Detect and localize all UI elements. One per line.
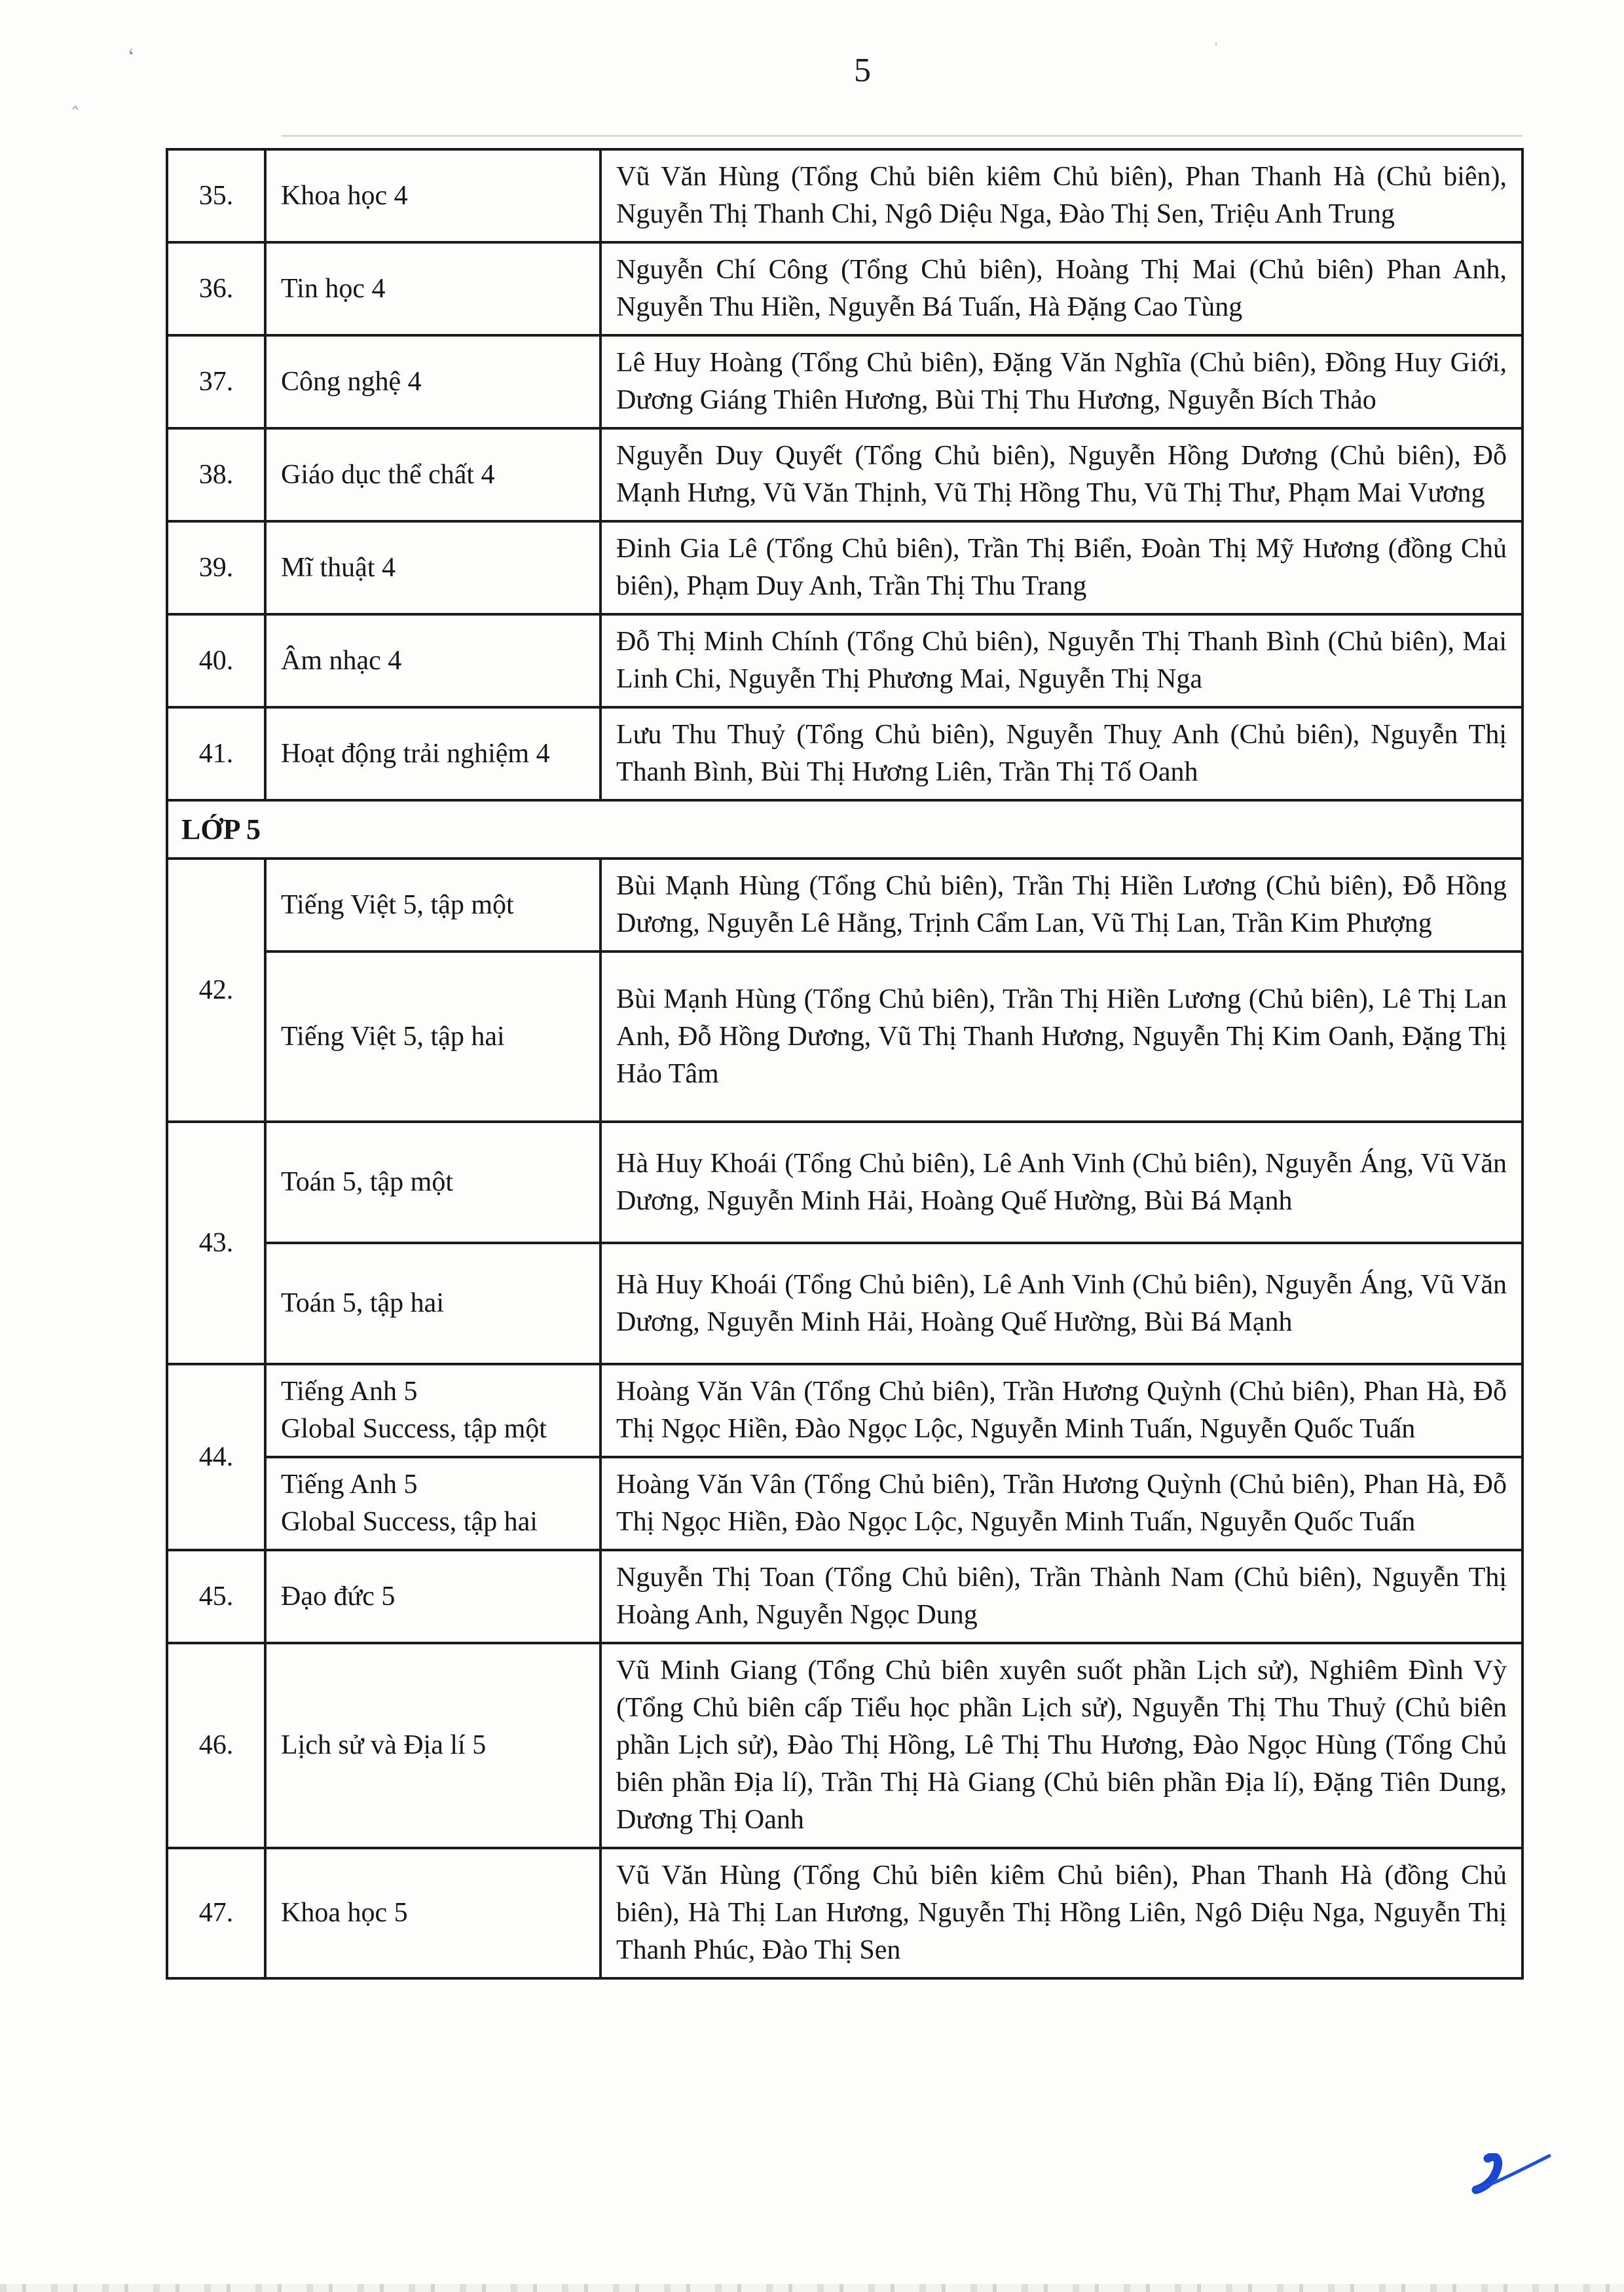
book-title: Tiếng Việt 5, tập hai bbox=[265, 952, 600, 1122]
table-row bbox=[167, 1848, 1522, 1978]
table-row bbox=[167, 707, 1522, 800]
book-title bbox=[265, 1457, 600, 1550]
row-number: 45. bbox=[167, 1550, 265, 1643]
authors-cell: Hoàng Văn Vân (Tổng Chủ biên), Trần Hương Quỳnh (Chủ biên), Phan Hà, Đỗ Thị Ngọc Hiền, Đào Ngọc Lộc, Nguyễn Minh Tuấn, Nguyễn Quốc Tuấn bbox=[600, 1364, 1522, 1457]
authors-cell: Hà Huy Khoái (Tổng Chủ biên), Lê Anh Vinh (Chủ biên), Nguyễn Áng, Vũ Văn Dương, Nguyễn Minh Hải, Hoàng Quế Hường, Bùi Bá Mạnh bbox=[600, 1243, 1522, 1364]
table-row bbox=[167, 242, 1522, 335]
authors-cell: Hoàng Văn Vân (Tổng Chủ biên), Trần Hương Quỳnh (Chủ biên), Phan Hà, Đỗ Thị Ngọc Hiền, Đào Ngọc Lộc, Nguyễn Minh Tuấn, Nguyễn Quốc Tuấn bbox=[600, 1457, 1522, 1550]
row-number: 38. bbox=[167, 428, 265, 521]
page-number: 5 bbox=[854, 52, 871, 89]
row-number: 35. bbox=[167, 149, 265, 242]
row-number: 42. bbox=[167, 859, 265, 1122]
table-row bbox=[167, 1122, 1522, 1243]
row-number: 39. bbox=[167, 521, 265, 614]
book-title: Khoa học 5 bbox=[265, 1848, 600, 1978]
table-row bbox=[167, 1243, 1522, 1364]
table-row bbox=[167, 1550, 1522, 1643]
book-title-line1: Tiếng Anh 5 bbox=[281, 1377, 418, 1407]
row-number: 47. bbox=[167, 1848, 265, 1978]
authors-cell: Nguyễn Chí Công (Tổng Chủ biên), Hoàng Thị Mai (Chủ biên) Phan Anh, Nguyễn Thu Hiền, Nguyễn Bá Tuấn, Hà Đặng Cao Tùng bbox=[600, 242, 1522, 335]
authors-cell: Lê Huy Hoàng (Tổng Chủ biên), Đặng Văn Nghĩa (Chủ biên), Đồng Huy Giới, Dương Giáng Thiên Hương, Bùi Thị Thu Hương, Nguyễn Bích Thảo bbox=[600, 335, 1522, 428]
scan-speck: ʻ bbox=[126, 44, 138, 69]
blue-pen-mark bbox=[1468, 2153, 1552, 2196]
table-row bbox=[167, 521, 1522, 614]
book-title: Giáo dục thể chất 4 bbox=[265, 428, 600, 521]
row-number: 43. bbox=[167, 1122, 265, 1364]
table-row bbox=[167, 335, 1522, 428]
row-number: 37. bbox=[167, 335, 265, 428]
book-title: Tin học 4 bbox=[265, 242, 600, 335]
table-row bbox=[167, 149, 1522, 242]
book-title: Hoạt động trải nghiệm 4 bbox=[265, 707, 600, 800]
row-number: 36. bbox=[167, 242, 265, 335]
book-title-line2: Global Success, tập một bbox=[281, 1414, 547, 1444]
book-title: Khoa học 4 bbox=[265, 149, 600, 242]
scan-speck: ˈ bbox=[1213, 39, 1219, 61]
book-title-line2: Global Success, tập hai bbox=[281, 1507, 538, 1537]
book-title-line1: Tiếng Anh 5 bbox=[281, 1469, 418, 1500]
book-title: Tiếng Việt 5, tập một bbox=[265, 859, 600, 952]
authors-cell: Lưu Thu Thuỷ (Tổng Chủ biên), Nguyễn Thuỵ Anh (Chủ biên), Nguyễn Thị Thanh Bình, Bùi Thị Hương Liên, Trần Thị Tố Oanh bbox=[600, 707, 1522, 800]
row-number: 41. bbox=[167, 707, 265, 800]
table-row bbox=[167, 859, 1522, 952]
table-row bbox=[167, 428, 1522, 521]
table-row bbox=[167, 614, 1522, 707]
section-header-row bbox=[167, 800, 1522, 859]
table-row bbox=[167, 952, 1522, 1122]
book-title: Công nghệ 4 bbox=[265, 335, 600, 428]
authors-cell: Đinh Gia Lê (Tổng Chủ biên), Trần Thị Biển, Đoàn Thị Mỹ Hương (đồng Chủ biên), Phạm Duy Anh, Trần Thị Thu Trang bbox=[600, 521, 1522, 614]
authors-cell: Vũ Văn Hùng (Tổng Chủ biên kiêm Chủ biên), Phan Thanh Hà (Chủ biên), Nguyễn Thị Thanh Chi, Ngô Diệu Nga, Đào Thị Sen, Triệu Anh Trung bbox=[600, 149, 1522, 242]
book-title: Mĩ thuật 4 bbox=[265, 521, 600, 614]
scan-speck: ‸ bbox=[71, 87, 82, 110]
book-title: Đạo đức 5 bbox=[265, 1550, 600, 1643]
authors-cell: Đỗ Thị Minh Chính (Tổng Chủ biên), Nguyễn Thị Thanh Bình (Chủ biên), Mai Linh Chi, Nguyễn Thị Phương Mai, Nguyễn Thị Nga bbox=[600, 614, 1522, 707]
scan-edge-noise bbox=[0, 2284, 1624, 2292]
textbook-author-table bbox=[166, 148, 1524, 1980]
authors-cell: Bùi Mạnh Hùng (Tổng Chủ biên), Trần Thị Hiền Lương (Chủ biên), Đỗ Hồng Dương, Nguyễn Lê Hằng, Trịnh Cẩm Lan, Vũ Thị Lan, Trần Kim Phượng bbox=[600, 859, 1522, 952]
table-row bbox=[167, 1364, 1522, 1457]
book-title bbox=[265, 1364, 600, 1457]
authors-cell: Hà Huy Khoái (Tổng Chủ biên), Lê Anh Vinh (Chủ biên), Nguyễn Áng, Vũ Văn Dương, Nguyễn Minh Hải, Hoàng Quế Hường, Bùi Bá Mạnh bbox=[600, 1122, 1522, 1243]
section-header: LỚP 5 bbox=[167, 800, 1522, 859]
authors-cell: Nguyễn Duy Quyết (Tổng Chủ biên), Nguyễn Hồng Dương (Chủ biên), Đỗ Mạnh Hưng, Vũ Văn Thịnh, Vũ Thị Hồng Thu, Vũ Thị Thư, Phạm Mai Vương bbox=[600, 428, 1522, 521]
table-row bbox=[167, 1457, 1522, 1550]
row-number: 40. bbox=[167, 614, 265, 707]
row-number: 44. bbox=[167, 1364, 265, 1550]
authors-cell: Vũ Minh Giang (Tổng Chủ biên xuyên suốt phần Lịch sử), Nghiêm Đình Vỳ (Tổng Chủ biên cấp Tiểu học phần Lịch sử), Nguyễn Thị Thu Thuỷ (Chủ biên phần Lịch sử), Đào Thị Hồng, Lê Thị Thu Hương, Đào Ngọc Hùng (Tổng Chủ biên phần Địa lí), Trần Thị Hà Giang (Chủ biên phần Địa lí), Đặng Tiên Dung, Dương Thị Oanh bbox=[600, 1643, 1522, 1848]
book-title: Toán 5, tập hai bbox=[265, 1243, 600, 1364]
row-number: 46. bbox=[167, 1643, 265, 1848]
authors-cell: Bùi Mạnh Hùng (Tổng Chủ biên), Trần Thị Hiền Lương (Chủ biên), Lê Thị Lan Anh, Đỗ Hồng Dương, Vũ Thị Thanh Hương, Nguyễn Thị Kim Oanh, Đặng Thị Hảo Tâm bbox=[600, 952, 1522, 1122]
book-title: Âm nhạc 4 bbox=[265, 614, 600, 707]
authors-cell: Nguyễn Thị Toan (Tổng Chủ biên), Trần Thành Nam (Chủ biên), Nguyễn Thị Hoàng Anh, Nguyễn Ngọc Dung bbox=[600, 1550, 1522, 1643]
scan-ghost-line bbox=[282, 135, 1522, 137]
table-row bbox=[167, 1643, 1522, 1848]
book-title: Lịch sử và Địa lí 5 bbox=[265, 1643, 600, 1848]
authors-cell: Vũ Văn Hùng (Tổng Chủ biên kiêm Chủ biên), Phan Thanh Hà (đồng Chủ biên), Hà Thị Lan Hương, Nguyễn Thị Hồng Liên, Ngô Diệu Nga, Nguyễn Thị Thanh Phúc, Đào Thị Sen bbox=[600, 1848, 1522, 1978]
book-title: Toán 5, tập một bbox=[265, 1122, 600, 1243]
